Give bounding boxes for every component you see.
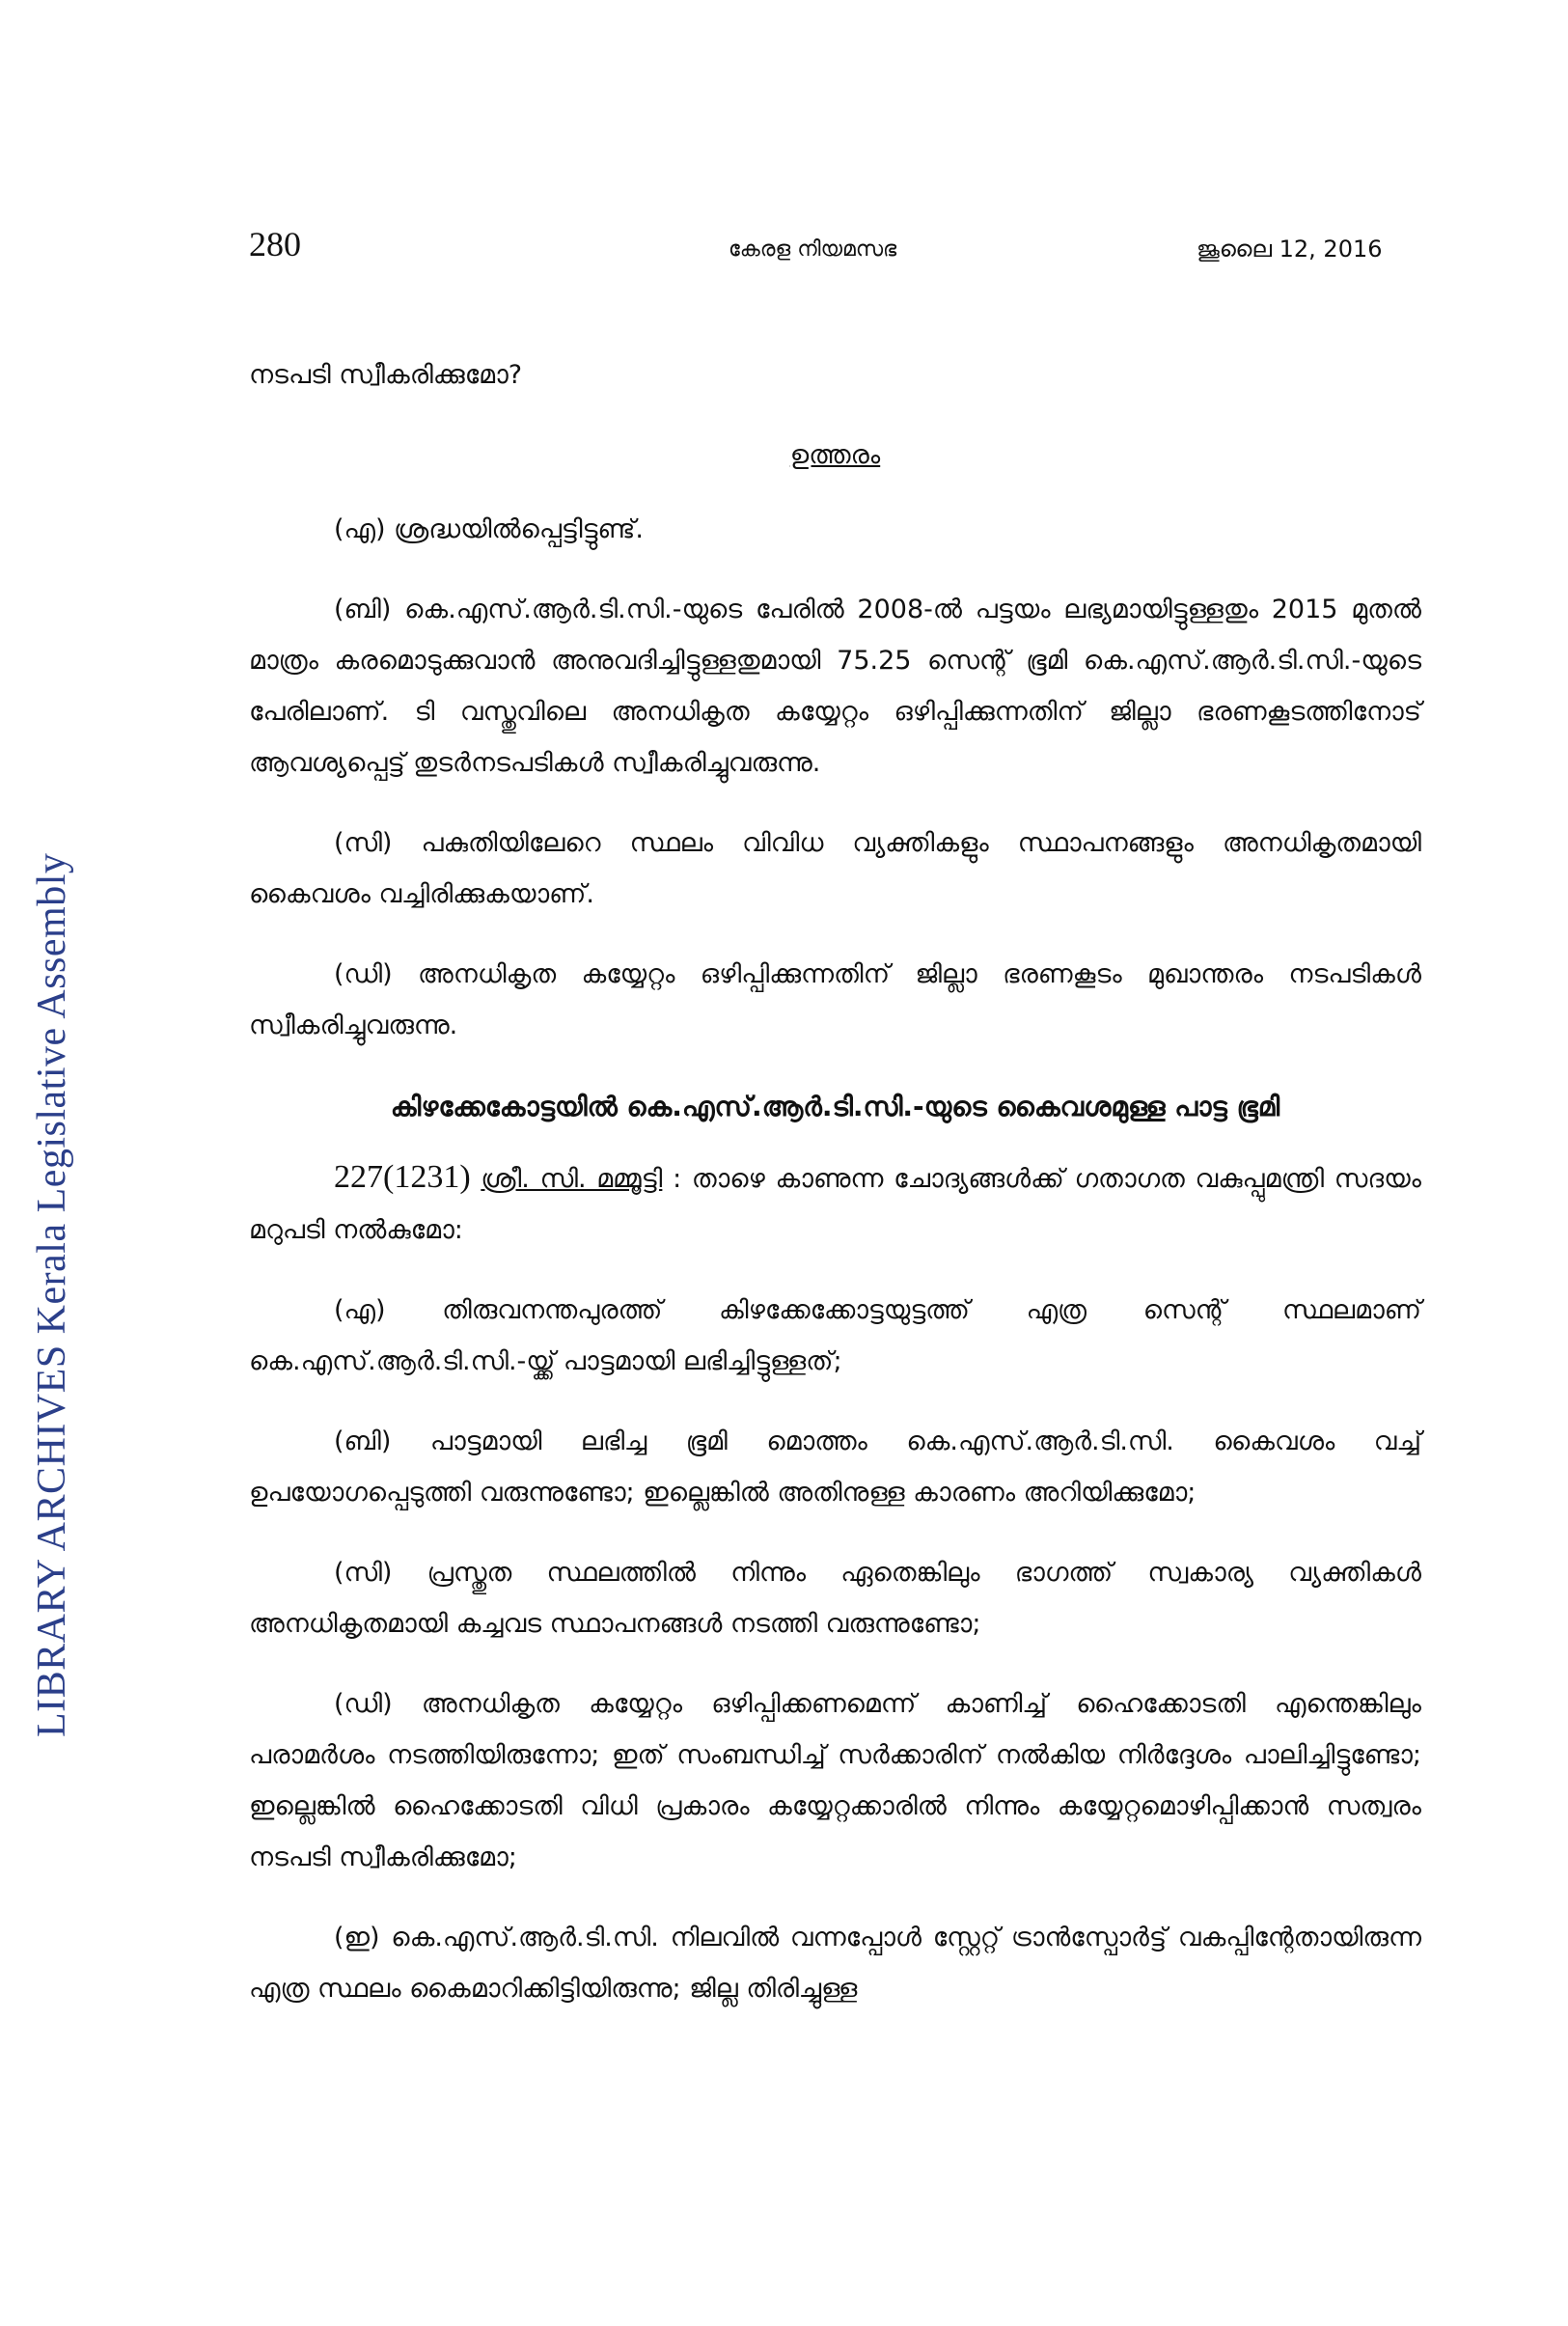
side-watermark: LIBRARY ARCHIVES Kerala Legislative Assembly <box>30 852 74 1737</box>
continuation-text: നടപടി സ്വീകരിക്കുമോ? <box>249 360 523 390</box>
question-title: കിഴക്കേകോട്ടയിൽ കെ.എസ്.ആർ.ടി.സി.-യുടെ കൈവശമുള്ള പാട്ട ഭൂമി <box>390 1091 1280 1122</box>
running-title: കേരള നിയമസഭ <box>729 237 897 262</box>
answer-a: (എ) ശ്രദ്ധയിൽപ്പെട്ടിട്ടുണ്ട്. <box>334 514 644 544</box>
question-c: (സി) പ്രസ്തുത സ്ഥലത്തിൽ നിന്നും ഏതെങ്കിലും ഭാഗത്ത് സ്വകാര്യ വ്യക്തികൾ അനധികൃതമായി കച്ചവട സ്ഥാപനങ്ങൾ നടത്തി വരുന്നുണ്ടോ; <box>249 1558 1421 1639</box>
member-name: ശ്രീ. സി. മമ്മൂട്ടി <box>481 1164 663 1194</box>
answer-b: (ബി) കെ.എസ്.ആർ.ടി.സി.-യുടെ പേരിൽ 2008-ൽ പട്ടയം ലഭ്യമായിട്ടുള്ളതും 2015 മുതൽ മാത്രം കരമൊടുക്കുവാൻ അനുവദിച്ചിട്ടുള്ളതുമായി 75.25 സെന്റ് ഭൂമി കെ.എസ്.ആർ.ടി.സി.-യുടെ പേരിലാണ്. ടി വസ്തുവിലെ അനധികൃത കയ്യേറ്റം ഒഴിപ്പിക്കുന്നതിന് ജില്ലാ ഭരണകൂടത്തിനോട് ആവശ്യപ്പെട്ട് തുടർനടപടികൾ സ്വീകരിച്ചുവരുന്നു. <box>249 595 1421 778</box>
question-d: (ഡി) അനധികൃത കയ്യേറ്റം ഒഴിപ്പിക്കണമെന്ന് കാണിച്ച് ഹൈക്കോടതി എന്തെങ്കിലും പരാമർശം നടത്തിയിരുന്നോ; ഇത് സംബന്ധിച്ച് സർക്കാരിന് നൽകിയ നിർദ്ദേശം പാലിച്ചിട്ടുണ്ടോ; ഇല്ലെങ്കിൽ ഹൈക്കോടതി വിധി പ്രകാരം കയ്യേറ്റക്കാരിൽ നിന്നും കയ്യേറ്റമൊഴിപ്പിക്കാൻ സത്വരം നടപടി സ്വീകരിക്കുമോ; <box>249 1689 1421 1872</box>
page-content <box>249 349 1421 2043</box>
answer-c: (സി) പകുതിയിലേറെ സ്ഥലം വിവിധ വ്യക്തികളും സ്ഥാപനങ്ങളും അനധികൃതമായി കൈവശം വച്ചിരിക്കുകയാണ്. <box>249 828 1421 909</box>
question-e: (ഇ) കെ.എസ്.ആർ.ടി.സി. നിലവിൽ വന്നപ്പോൾ സ്റ്റേറ്റ് ട്രാൻസ്പോർട്ട് വകപ്പിന്റേതായിരുന്ന എത്ര സ്ഥലം കൈമാറിക്കിട്ടിയിരുന്നു; ജില്ല തിരിച്ചുള്ള <box>249 1923 1421 2004</box>
question-intro-text: : താഴെ കാണുന്ന ചോദ്യങ്ങൾക്ക് ഗതാഗത വകുപ്പുമന്ത്രി സദയം മറുപടി നൽകുമോ: <box>249 1164 1421 1245</box>
question-serial: 227(1231) <box>334 1159 471 1195</box>
answer-heading: ഉത്തരം <box>789 440 881 470</box>
answer-d: (ഡി) അനധികൃത കയ്യേറ്റം ഒഴിപ്പിക്കുന്നതിന് ജില്ലാ ഭരണകൂടം മുഖാന്തരം നടപടികൾ സ്വീകരിച്ചുവരുന്നു. <box>249 959 1421 1040</box>
page-number: 280 <box>249 225 301 263</box>
header-date: ജൂലൈ 12, 2016 <box>1197 235 1383 263</box>
question-intro <box>249 1151 1421 1256</box>
question-b: (ബി) പാട്ടമായി ലഭിച്ച ഭൂമി മൊത്തം കെ.എസ്.ആർ.ടി.സി. കൈവശം വച്ച് ഉപയോഗപ്പെടുത്തി വരുന്നുണ്ടോ; ഇല്ലെങ്കിൽ അതിനുള്ള കാരണം അറിയിക്കുമോ; <box>249 1426 1421 1508</box>
question-a: (എ) തിരുവനന്തപുരത്ത് കിഴക്കേക്കോട്ടയുട്ടത്ത് എത്ര സെന്റ് സ്ഥലമാണ് കെ.എസ്.ആർ.ടി.സി.-യ്ക്ക് പാട്ടമായി ലഭിച്ചിട്ടുള്ളത്; <box>249 1295 1421 1376</box>
